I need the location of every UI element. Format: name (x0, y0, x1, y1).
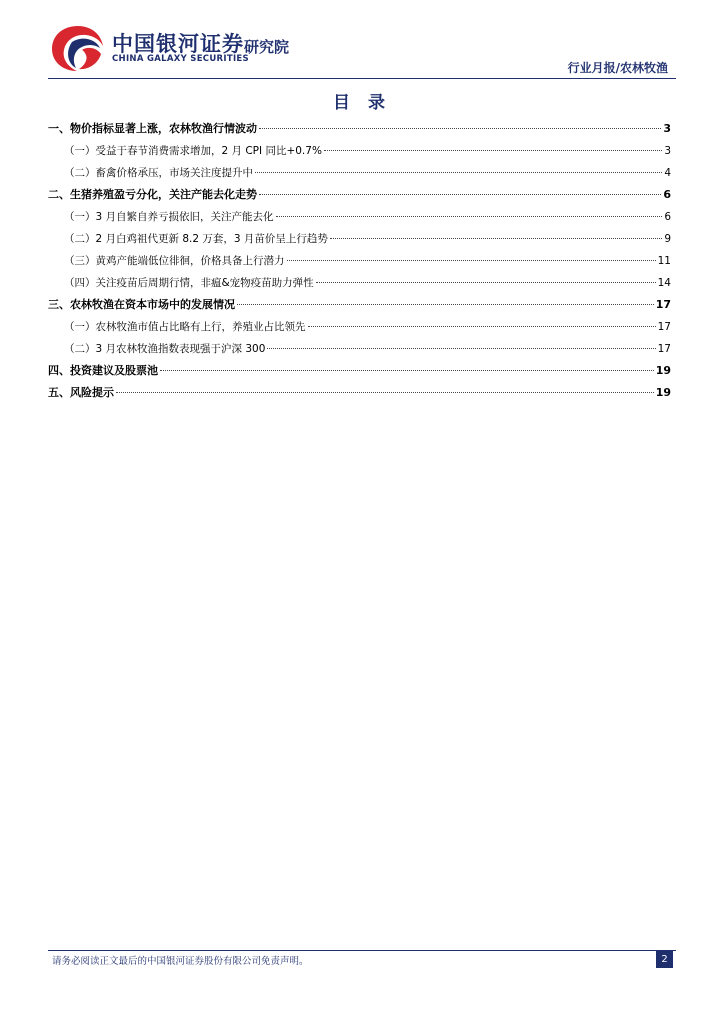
toc-section[interactable] (48, 294, 671, 316)
toc-entry-title: （二）畜禽价格承压，市场关注度提升中 (64, 167, 253, 179)
toc-entry-title: 五、风险提示 (48, 386, 114, 399)
toc-entry-page: 19 (655, 364, 671, 377)
toc-entry-page: 3 (664, 145, 671, 157)
dot-leader (324, 150, 662, 151)
footer-disclaimer: 请务必阅读正文最后的中国银河证券股份有限公司免责声明。 (52, 956, 309, 967)
dot-leader (287, 260, 656, 261)
toc-entry-page: 11 (657, 255, 671, 267)
toc-entry-title: （二）3 月农林牧渔指数表现强于沪深 300 (64, 343, 266, 355)
toc-entry-title: 一、物价指标显著上涨，农林牧渔行情波动 (48, 122, 257, 135)
dot-leader (259, 194, 661, 195)
dot-leader (160, 370, 654, 371)
toc-entry-page: 14 (657, 277, 671, 289)
toc-entry-page: 19 (655, 386, 671, 399)
toc-entry-page: 3 (663, 122, 671, 135)
dot-leader (116, 392, 654, 393)
dot-leader (237, 304, 654, 305)
toc-section[interactable] (48, 360, 671, 382)
toc-entry-page: 6 (663, 188, 671, 201)
toc-entry-page: 17 (655, 298, 671, 311)
dot-leader (276, 216, 663, 217)
toc-subsection[interactable] (48, 250, 671, 272)
toc-subsection[interactable] (48, 272, 671, 294)
toc-subsection[interactable] (48, 338, 671, 360)
toc-entry-page: 6 (664, 211, 671, 223)
toc-entry-title: （一）受益于春节消费需求增加，2 月 CPI 同比+0.7% (64, 145, 322, 157)
dot-leader (308, 326, 656, 327)
toc-entry-page: 17 (657, 343, 671, 355)
header-divider (48, 78, 676, 79)
dot-leader (255, 172, 662, 173)
table-of-contents (48, 118, 671, 404)
toc-entry-page: 4 (664, 167, 671, 179)
toc-subsection[interactable] (48, 228, 671, 250)
galaxy-logo-icon (48, 22, 108, 74)
dot-leader (259, 128, 661, 129)
toc-entry-title: 二、生猪养殖盈亏分化，关注产能去化走势 (48, 188, 257, 201)
toc-entry-title: （四）关注疫苗后周期行情，非瘟&宠物疫苗助力弹性 (64, 277, 314, 289)
footer-divider (48, 950, 676, 951)
toc-subsection[interactable] (48, 316, 671, 338)
report-type: 行业月报/农林牧渔 (567, 61, 668, 75)
toc-subsection[interactable] (48, 140, 671, 162)
page-header (0, 0, 724, 80)
brand-name-en: CHINA GALAXY SECURITIES (112, 54, 249, 64)
toc-entry-title: 四、投资建议及股票池 (48, 364, 158, 377)
toc-section[interactable] (48, 118, 671, 140)
toc-entry-page: 17 (657, 321, 671, 333)
brand-name-cn: 中国银河证券 (112, 32, 244, 56)
institute-label: 研究院 (244, 38, 290, 56)
dot-leader (330, 238, 662, 239)
toc-entry-title: （一）3 月自繁自养亏损依旧，关注产能去化 (64, 211, 274, 223)
toc-entry-title: （三）黄鸡产能端低位徘徊，价格具备上行潜力 (64, 255, 285, 267)
dot-leader (316, 282, 656, 283)
page-number: 2 (656, 951, 673, 968)
toc-section[interactable] (48, 382, 671, 404)
dot-leader (267, 348, 655, 349)
toc-section[interactable] (48, 184, 671, 206)
toc-entry-title: （二）2 月白鸡祖代更新 8.2 万套，3 月苗价呈上行趋势 (64, 233, 328, 245)
toc-entry-title: 三、农林牧渔在资本市场中的发展情况 (48, 298, 235, 311)
toc-entry-title: （一）农林牧渔市值占比略有上行，养殖业占比领先 (64, 321, 306, 333)
toc-title: 目 录 (333, 93, 391, 113)
toc-subsection[interactable] (48, 206, 671, 228)
toc-subsection[interactable] (48, 162, 671, 184)
toc-entry-page: 9 (664, 233, 671, 245)
